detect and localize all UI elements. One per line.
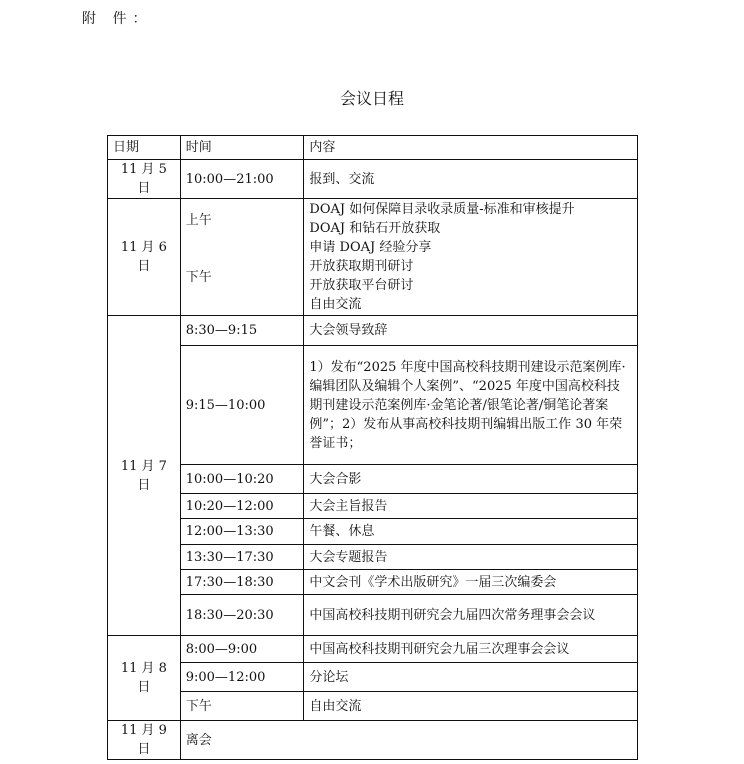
time-cell: 12:00—13:30 bbox=[180, 519, 304, 545]
table-row bbox=[108, 570, 638, 595]
table-row bbox=[108, 494, 638, 519]
table-row bbox=[108, 595, 638, 636]
agenda-item: DOAJ 和钻石开放获取 bbox=[309, 221, 441, 236]
content-cell: 大会领导致辞 bbox=[304, 316, 638, 346]
table-row bbox=[108, 346, 638, 465]
time-cell: 10:00—21:00 bbox=[180, 160, 304, 199]
content-cell: 离会 bbox=[180, 721, 637, 760]
content-cell: 中文会刊《学术出版研究》一届三次编委会 bbox=[304, 570, 638, 595]
content-cell: 午餐、休息 bbox=[304, 519, 638, 545]
table-row bbox=[108, 721, 638, 760]
header-date: 日期 bbox=[108, 136, 181, 160]
time-cell: 9:00—12:00 bbox=[180, 663, 304, 692]
table-row bbox=[108, 636, 638, 663]
table-row bbox=[108, 519, 638, 545]
time-cell: 10:00—10:20 bbox=[180, 465, 304, 494]
time-cell: 9:15—10:00 bbox=[180, 346, 304, 465]
content-cell: 大会主旨报告 bbox=[304, 494, 638, 519]
table-row bbox=[108, 663, 638, 692]
time-cell: 18:30—20:30 bbox=[180, 595, 304, 636]
date-cell: 11 月 7 日 bbox=[108, 316, 181, 636]
content-cell: 分论坛 bbox=[304, 663, 638, 692]
afternoon-label: 下午 bbox=[185, 269, 212, 285]
time-cell: 8:00—9:00 bbox=[180, 636, 304, 663]
time-cell: 13:30—17:30 bbox=[180, 545, 304, 570]
content-cell: 报到、交流 bbox=[304, 160, 638, 199]
agenda-item: 开放获取平台研讨 bbox=[309, 278, 414, 293]
time-cell bbox=[180, 199, 304, 316]
content-cell: 中国高校科技期刊研究会九届四次常务理事会会议 bbox=[304, 595, 638, 636]
date-cell: 11 月 6 日 bbox=[108, 199, 181, 316]
time-cell: 下午 bbox=[180, 692, 304, 721]
header-content: 内容 bbox=[304, 136, 638, 160]
content-cell: 大会合影 bbox=[304, 465, 638, 494]
header-time: 时间 bbox=[180, 136, 304, 160]
table-row bbox=[108, 692, 638, 721]
agenda-item: 开放获取期刊研讨 bbox=[309, 259, 414, 274]
content-cell: 中国高校科技期刊研究会九届三次理事会会议 bbox=[304, 636, 638, 663]
content-cell bbox=[304, 199, 638, 316]
table-row bbox=[108, 316, 638, 346]
table-row bbox=[108, 160, 638, 199]
time-cell: 8:30—9:15 bbox=[180, 316, 304, 346]
morning-label: 上午 bbox=[185, 212, 212, 228]
content-cell: 1）发布“2025 年度中国高校科技期刊建设示范案例库·编辑团队及编辑个人案例”、“2025 年度中国高校科技期刊建设示范案例库·金笔论著/银笔论著/铜笔论著案例”；2）发布从事高校科技期刊编辑出版工作 30 年荣誉证书； bbox=[304, 346, 638, 465]
content-cell: 大会专题报告 bbox=[304, 545, 638, 570]
agenda-item: 自由交流 bbox=[309, 297, 362, 312]
date-cell: 11 月 8 日 bbox=[108, 636, 181, 721]
content-cell: 自由交流 bbox=[304, 692, 638, 721]
time-cell: 17:30—18:30 bbox=[180, 570, 304, 595]
attachment-label: 附 件： bbox=[82, 11, 153, 27]
agenda-item: DOAJ 如何保障目录收录质量-标准和审核提升 bbox=[309, 202, 575, 217]
table-header-row bbox=[108, 136, 638, 160]
table-row bbox=[108, 545, 638, 570]
schedule-table bbox=[107, 135, 638, 760]
date-cell: 11 月 9 日 bbox=[108, 721, 181, 760]
time-cell: 10:20—12:00 bbox=[180, 494, 304, 519]
table-row bbox=[108, 465, 638, 494]
page-title: 会议日程 bbox=[339, 89, 404, 108]
date-cell: 11 月 5 日 bbox=[108, 160, 181, 199]
table-row bbox=[108, 199, 638, 316]
agenda-item: 申请 DOAJ 经验分享 bbox=[309, 240, 432, 255]
